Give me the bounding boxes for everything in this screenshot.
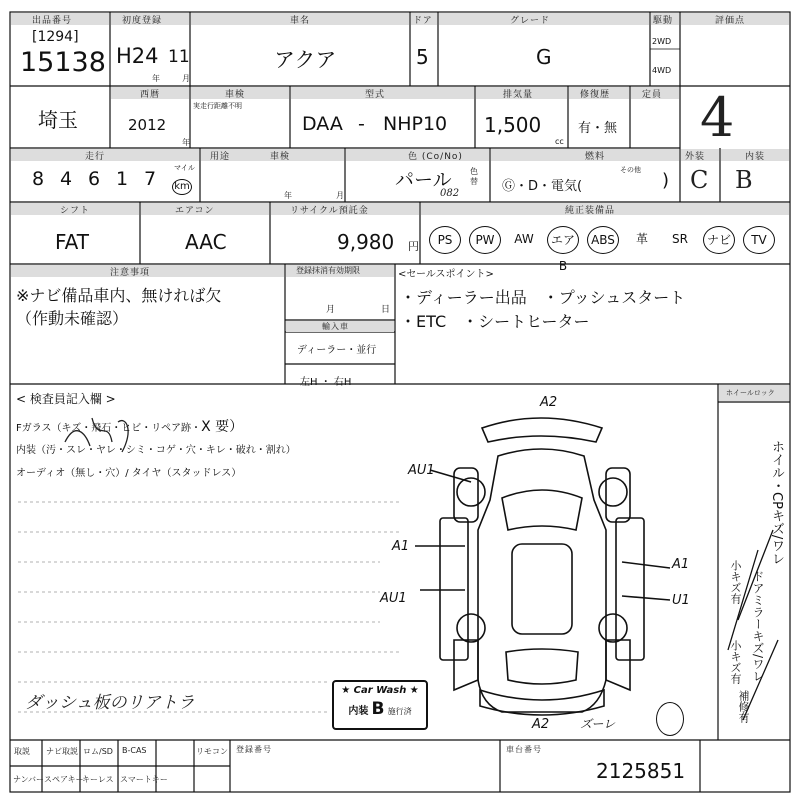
equipment-list bbox=[426, 226, 778, 273]
usage-label: 用途 bbox=[210, 152, 231, 162]
notes-line-2: （作動未確認） bbox=[16, 309, 129, 328]
mark-front-left: AU1 bbox=[408, 463, 435, 478]
recycle-fee: 9,980 bbox=[337, 230, 395, 254]
mark-top: A2 bbox=[540, 395, 558, 410]
car-name: アクア bbox=[274, 48, 337, 72]
model-year-unit: 年 bbox=[182, 138, 190, 147]
equipment-item: PS bbox=[429, 226, 461, 254]
footer-item-navi-manual: ナビ取説 bbox=[46, 747, 78, 756]
footer-item-spare-key: スペアキー bbox=[44, 775, 84, 784]
cc-unit: cc bbox=[555, 137, 564, 146]
mileage-digit: 6 bbox=[87, 168, 101, 190]
fuel-label: 燃料 bbox=[585, 152, 606, 162]
model-dash: - bbox=[358, 113, 365, 135]
side-note-mirror-minor: 小キズ有 bbox=[729, 640, 742, 684]
equipment-item: TV bbox=[743, 226, 775, 254]
mileage-label: 走行 bbox=[85, 152, 106, 162]
score-value: 4 bbox=[700, 86, 735, 149]
marker-oval bbox=[656, 702, 684, 736]
displacement-value: 1,500 bbox=[484, 113, 542, 137]
inspection-title: < 検査員記入欄 > bbox=[16, 392, 116, 406]
mark-bottom: A2 bbox=[532, 717, 550, 732]
mark-right-rear-door: U1 bbox=[672, 593, 690, 608]
shift-label: シフト bbox=[60, 206, 91, 216]
interior-label: 内装 bbox=[745, 152, 766, 162]
car-wash-line bbox=[334, 699, 426, 719]
lot-number: 15138 bbox=[20, 47, 106, 78]
color-value: パール bbox=[395, 169, 452, 191]
equipment-item: SR bbox=[672, 232, 688, 246]
drive-2wd: 2WD bbox=[652, 37, 672, 46]
equipment-item: AW bbox=[514, 232, 534, 246]
grade-label: グレード bbox=[510, 16, 551, 26]
grade-value: G bbox=[536, 45, 552, 69]
region-value: 埼玉 bbox=[38, 108, 78, 132]
footer-item-manual: 取説 bbox=[14, 747, 30, 756]
sales-points-label: <セールスポイント> bbox=[398, 269, 494, 280]
inspection-line-3: オーディオ（無し・穴）/ タイヤ（スタッドレス） bbox=[16, 468, 242, 479]
footer-item-keyless: キーレス bbox=[82, 775, 114, 784]
mile-unit: マイル bbox=[174, 164, 195, 172]
km-unit: km bbox=[172, 179, 192, 195]
first-reg-month: 11 bbox=[168, 47, 190, 67]
lot-label: 出品番号 bbox=[32, 16, 73, 26]
score-label: 評価点 bbox=[715, 16, 746, 26]
shaken-note: 実走行距離不明 bbox=[193, 102, 242, 110]
mileage-digit: 7 bbox=[143, 168, 157, 190]
car-wash-grade: B bbox=[371, 699, 385, 719]
mark-right-front-door: A1 bbox=[672, 557, 690, 572]
doors-value: 5 bbox=[416, 45, 429, 69]
side-note-wheel: ホイル・CPキズ/ワレ bbox=[769, 440, 784, 566]
drive-label: 駆動 bbox=[653, 16, 674, 26]
ac-label: エアコン bbox=[175, 206, 215, 216]
month-unit: 月 bbox=[182, 74, 190, 83]
chassis-number: 2125851 bbox=[596, 759, 686, 783]
import-label: 輸入車 bbox=[322, 322, 349, 331]
shift-value: FAT bbox=[55, 230, 90, 254]
fglass-options: Fガラス（キズ・飛石・ヒビ・リペア跡・ bbox=[16, 423, 202, 434]
car-wash-suffix: 施行済 bbox=[387, 707, 412, 716]
mark-left-rear-door: AU1 bbox=[380, 591, 407, 606]
notes-line-1: ※ナビ備品車内、無ければ欠 bbox=[16, 286, 222, 305]
equipment-item: エアB bbox=[547, 226, 579, 254]
reg-expiry-day: 日 bbox=[381, 305, 391, 315]
reg-expiry-month: 月 bbox=[326, 305, 336, 315]
displacement-label: 排気量 bbox=[503, 90, 534, 100]
car-wash-stamp bbox=[332, 680, 428, 730]
inspection-line-2: 内装（汚・スレ・ヤレ・シミ・コゲ・穴・キレ・破れ・割れ） bbox=[16, 445, 296, 456]
equipment-item: PW bbox=[469, 226, 501, 254]
side-note-slashes bbox=[718, 500, 790, 730]
first-reg-label: 初度登録 bbox=[122, 16, 163, 26]
capacity-label: 定員 bbox=[642, 90, 663, 100]
shaken-label: 車検 bbox=[225, 90, 246, 100]
mileage-digit: 1 bbox=[115, 168, 129, 190]
model-prefix: DAA bbox=[302, 113, 343, 135]
reg-number-label: 登録番号 bbox=[236, 745, 272, 754]
first-reg-era: H24 bbox=[116, 44, 159, 68]
car-wash-title: ★ Car Wash ★ bbox=[341, 685, 419, 696]
model-year: 2012 bbox=[128, 116, 167, 134]
side-note-wheel-minor: 小キズ有 bbox=[729, 560, 742, 604]
equipment-item: ABS bbox=[587, 226, 619, 254]
car-wash-label: 内装 bbox=[348, 706, 369, 717]
mileage-digit: 4 bbox=[59, 168, 73, 190]
wheel-lock-label: ホイールロック bbox=[726, 389, 775, 397]
shaken-year-unit: 年 bbox=[284, 191, 292, 200]
fuel-options: Ⓖ・D・電気( bbox=[502, 179, 583, 194]
footer-item-remote: リモコン bbox=[196, 747, 228, 756]
steering-options: 左H ・ 右H bbox=[300, 377, 352, 388]
equipment-label: 純正装備品 bbox=[565, 206, 616, 216]
color-code: 082 bbox=[440, 188, 460, 199]
equipment-item: ナビ bbox=[703, 226, 735, 254]
color-change: 色替 bbox=[470, 167, 478, 186]
reg-expiry-label: 登録抹消有効期限 bbox=[296, 266, 360, 275]
mark-bottom-note: ズーレ bbox=[580, 717, 616, 731]
shaken-month-unit: 月 bbox=[336, 191, 344, 200]
repair-options: 有・無 bbox=[578, 121, 618, 136]
notes-label: 注意事項 bbox=[110, 268, 151, 278]
fglass-needed: X 要） bbox=[201, 419, 244, 435]
footer-item-plate: ナンバー bbox=[13, 775, 45, 784]
mileage-digit: 8 bbox=[31, 168, 45, 190]
year-unit: 年 bbox=[152, 74, 160, 83]
handwriting-scribble bbox=[60, 412, 140, 458]
drive-4wd: 4WD bbox=[652, 66, 672, 75]
dealer-options: ディーラー・並行 bbox=[297, 345, 377, 356]
color-label: 色 (Co/No) bbox=[408, 152, 463, 162]
model-type-label: 型式 bbox=[365, 90, 386, 100]
car-name-label: 車名 bbox=[290, 16, 311, 26]
repair-label: 修復歴 bbox=[580, 90, 611, 100]
footer-item-bcas: B-CAS bbox=[122, 746, 147, 755]
model-code: NHP10 bbox=[383, 113, 448, 135]
mark-left-front-door: A1 bbox=[392, 539, 410, 554]
fuel-close-paren: ) bbox=[662, 170, 670, 191]
chassis-label: 車台番号 bbox=[506, 745, 542, 754]
yen-unit: 円 bbox=[408, 240, 419, 253]
footer-item-smart-key: スマートキー bbox=[120, 775, 168, 784]
doors-label: ドア bbox=[413, 16, 433, 26]
footer-item-rom: ロム/SD bbox=[83, 747, 113, 756]
mileage-digits bbox=[24, 168, 164, 190]
side-note-repaired: 補修有 bbox=[737, 690, 750, 723]
side-note-mirror: ドアミラーキズ/ワレ bbox=[751, 570, 765, 683]
lot-prefix: [1294] bbox=[32, 29, 79, 45]
interior-grade: B bbox=[735, 166, 753, 194]
equipment-item: 革 bbox=[635, 232, 648, 246]
fuel-other: その他 bbox=[620, 166, 641, 174]
shaken-expiry-label: 車検 bbox=[270, 152, 291, 162]
year-label: 西暦 bbox=[140, 90, 161, 100]
sales-point-2: ・ETC ・シートヒーター bbox=[400, 312, 590, 331]
ac-value: AAC bbox=[185, 230, 227, 254]
exterior-label: 外装 bbox=[685, 152, 706, 162]
recycle-label: リサイクル預託金 bbox=[290, 206, 369, 216]
exterior-grade: C bbox=[690, 166, 709, 194]
sales-point-1: ・ディーラー出品 ・プッシュスタート bbox=[400, 288, 686, 307]
handwritten-note: ダッシュ板のリアトラ bbox=[25, 693, 195, 713]
